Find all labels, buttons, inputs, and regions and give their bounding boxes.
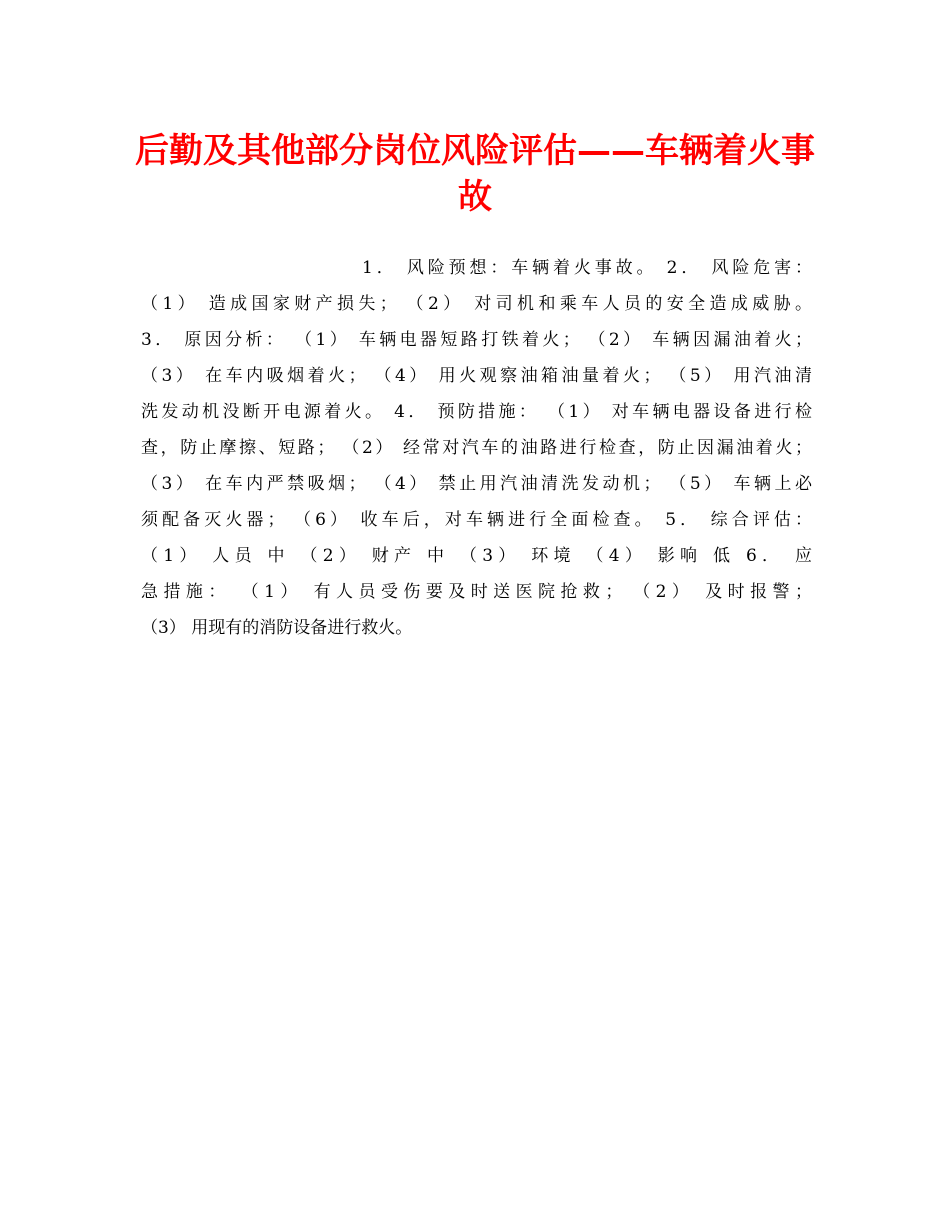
document-title: 后勤及其他部分岗位风险评估——车辆着火事故	[135, 131, 815, 217]
body-line-11: （3） 用现有的消防设备进行救火。	[141, 618, 413, 638]
body-line-1: 1． 风险预想：车辆着火事故。 2． 风险危害：	[362, 258, 812, 278]
body-line-9: （1） 人员 中 （2） 财产 中 （3） 环境 （4） 影响 低 6． 应	[141, 546, 812, 566]
body-line-10: 急措施： （1） 有人员受伤要及时送医院抢救； （2） 及时报警；	[141, 582, 812, 602]
body-line-2: （1） 造成国家财产损失； （2） 对司机和乘车人员的安全造成威胁。	[141, 294, 812, 314]
body-line-8: 须配备灭火器； （6） 收车后，对车辆进行全面检查。 5． 综合评估：	[141, 510, 812, 530]
body-line-4: （3） 在车内吸烟着火； （4） 用火观察油箱油量着火； （5） 用汽油清	[141, 366, 812, 386]
body-line-5: 洗发动机没断开电源着火。 4． 预防措施： （1） 对车辆电器设备进行检	[141, 402, 812, 422]
body-line-7: （3） 在车内严禁吸烟； （4） 禁止用汽油清洗发动机； （5） 车辆上必	[141, 474, 812, 494]
body-line-6: 查，防止摩擦、短路； （2） 经常对汽车的油路进行检查，防止因漏油着火；	[141, 438, 812, 458]
body-line-3: 3． 原因分析： （1） 车辆电器短路打铁着火； （2） 车辆因漏油着火；	[141, 330, 812, 350]
